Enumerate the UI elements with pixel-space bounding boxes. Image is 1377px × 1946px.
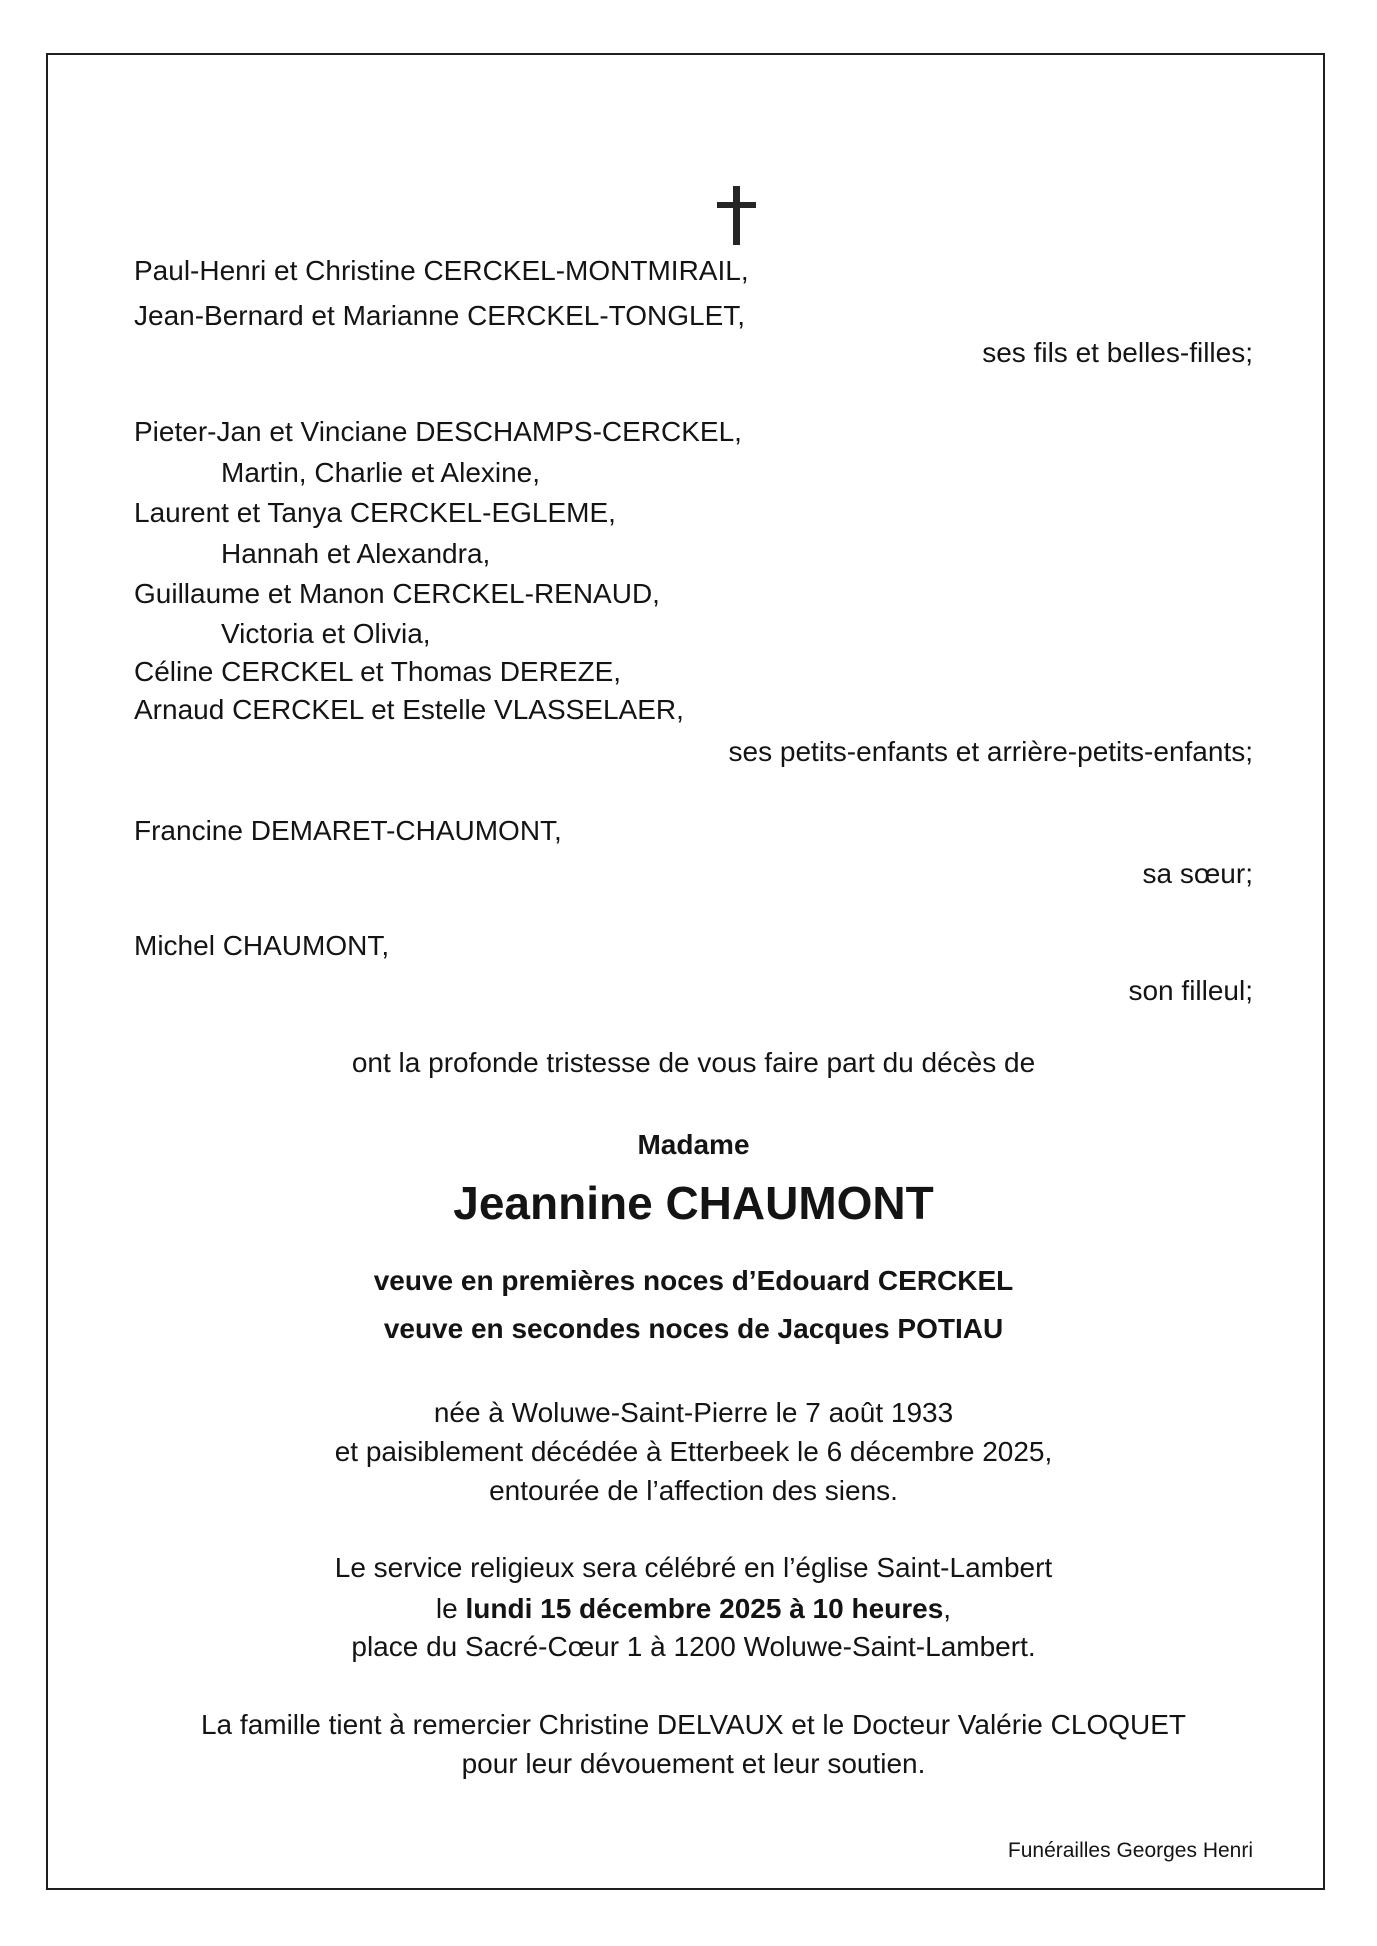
sons-caption: ses fils et belles-filles; — [982, 337, 1253, 368]
service-line-2 — [134, 1592, 1253, 1626]
grandchildren-line: Hannah et Alexandra, — [221, 538, 491, 569]
deceased-name: Jeannine CHAUMONT — [453, 1177, 934, 1229]
surrounded-line: entourée de l’affection des siens. — [489, 1475, 898, 1506]
widow-second-line: veuve en secondes noces de Jacques POTIAU — [383, 1313, 1004, 1344]
sons-line: Paul-Henri et Christine CERCKEL-MONTMIRAIL, — [134, 255, 749, 286]
sister-caption: sa sœur; — [1142, 858, 1253, 889]
service-date: lundi 15 décembre 2025 à 10 heures — [465, 1593, 944, 1624]
latin-cross-icon — [717, 183, 756, 245]
grandchildren-line: Arnaud CERCKEL et Estelle VLASSELAER, — [134, 694, 684, 725]
service-line-3: place du Sacré-Cœur 1 à 1200 Woluwe-Saint-Lambert. — [351, 1631, 1036, 1662]
grandchildren-line: Laurent et Tanya CERCKEL-EGLEME, — [134, 497, 616, 528]
grandchildren-caption: ses petits-enfants et arrière-petits-enfants; — [728, 736, 1253, 767]
service-line-1: Le service religieux sera célébré en l’église Saint-Lambert — [334, 1552, 1053, 1583]
grandchildren-line: Céline CERCKEL et Thomas DEREZE, — [134, 656, 622, 687]
cross-vertical-bar — [733, 186, 740, 245]
widow-first-line: veuve en premières noces d’Edouard CERCKEL — [373, 1265, 1014, 1296]
grandchildren-line: Martin, Charlie et Alexine, — [221, 457, 541, 488]
deceased-honorific: Madame — [637, 1129, 750, 1160]
thanks-line-1: La famille tient à remercier Christine DELVAUX et le Docteur Valérie CLOQUET — [200, 1709, 1187, 1740]
announcement-sentence: ont la profonde tristesse de vous faire part du décès de — [351, 1047, 1036, 1078]
godson-caption: son filleul; — [1128, 975, 1253, 1006]
funeral-home-credit: Funérailles Georges Henri — [1007, 1839, 1253, 1862]
godson-line: Michel CHAUMONT, — [134, 930, 390, 961]
sons-line: Jean-Bernard et Marianne CERCKEL-TONGLET, — [134, 300, 746, 331]
sister-line: Francine DEMARET-CHAUMONT, — [134, 815, 562, 846]
grandchildren-line: Guillaume et Manon CERCKEL-RENAUD, — [134, 578, 660, 609]
grandchildren-line: Pieter-Jan et Vinciane DESCHAMPS-CERCKEL, — [134, 416, 742, 447]
thanks-line-2: pour leur dévouement et leur soutien. — [461, 1748, 926, 1779]
birth-line: née à Woluwe-Saint-Pierre le 7 août 1933 — [433, 1397, 954, 1428]
cross-horizontal-bar — [717, 202, 756, 208]
grandchildren-line: Victoria et Olivia, — [221, 618, 431, 649]
death-line: et paisiblement décédée à Etterbeek le 6 décembre 2025, — [334, 1436, 1053, 1467]
service-date-suffix: , — [943, 1593, 952, 1624]
service-date-prefix: le — [435, 1593, 466, 1624]
